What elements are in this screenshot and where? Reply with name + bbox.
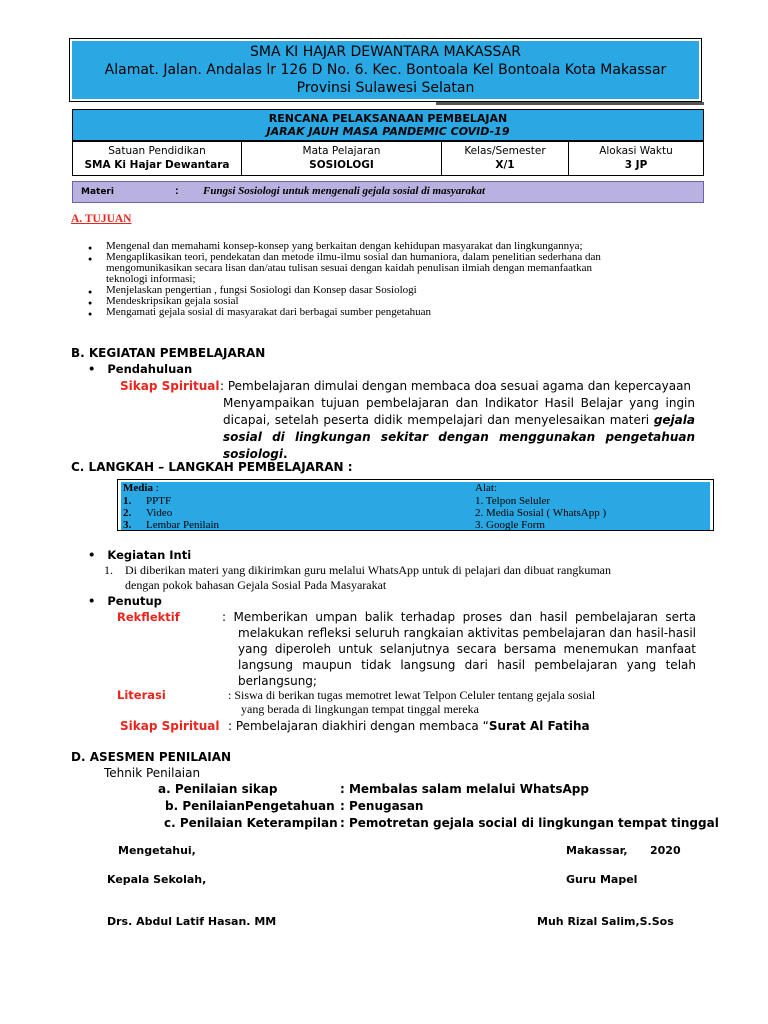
plan-value: SMA Ki Hajar Dewantara [84, 159, 230, 171]
pendahuluan-line-5-em: sosiologi [223, 447, 283, 461]
lesson-plan-table [72, 109, 704, 176]
materi-label: Materi [81, 187, 114, 197]
materi-value: Fungsi Sosiologi untuk mengenali gejala sosial di masyarakat [203, 185, 486, 197]
alat-item: 1. Telpon Seluler [475, 495, 551, 507]
tujuan-item-line: Mengenal dan memahami konsep-konsep yang berkaitan dengan kehidupan masyarakat dan lingkungannya; [106, 240, 583, 252]
media-item: PPTF [146, 495, 172, 507]
media-label [123, 482, 159, 495]
tujuan-list [88, 241, 601, 318]
materi-row [72, 181, 704, 203]
pendahuluan-line-3 [223, 413, 695, 427]
plan-cell-alokasi [568, 141, 704, 176]
alat-item: 3. Google Form [475, 519, 545, 530]
media-item: Lembar Penilain [146, 519, 220, 530]
plan-cell-kelas [441, 141, 569, 176]
asesmen-label: a. Penilaian sikap [158, 782, 278, 796]
tujuan-item-line: Mendeskripsikan gejala sosial [106, 295, 239, 307]
bullet-icon: • [88, 548, 96, 562]
bullet-icon: ● [88, 288, 93, 296]
media-item-number: 1. [123, 495, 132, 507]
tujuan-item [88, 252, 601, 285]
media-box [121, 482, 710, 530]
pendahuluan-line-3-em: gejala [653, 413, 695, 427]
guru-name: Muh Rizal Salim,S.Sos [537, 915, 674, 928]
header-divider [436, 102, 704, 105]
pendahuluan-line-3-text: dicapai, setelah peserta didik mempelajari dan menyelesaikan materi [223, 413, 650, 427]
school-header [72, 41, 699, 99]
inti-line-1: Di diberikan materi yang dikirimkan guru melalui WhatsApp untuk di pelajari dan dibuat rangkuman [125, 563, 611, 577]
media-item-number: 3. [123, 519, 132, 530]
plan-cell-satuan [72, 141, 242, 176]
asesmen-heading: D. ASESMEN PENILAIAN [71, 750, 232, 764]
sikap-spiritual-penutup-label: Sikap Spiritual [120, 719, 220, 733]
plan-title-cell [72, 109, 704, 141]
plan-value: 3 JP [624, 159, 648, 171]
pendahuluan-line-2: Menyampaikan tujuan pembelajaran dan Indikator Hasil Belajar yang ingin [223, 396, 695, 410]
plan-title: RENCANA PELAKSANAAN PEMBELAJAN [268, 112, 508, 125]
media-item: Video [146, 507, 173, 519]
school-address: Alamat. Jalan. Andalas lr 126 D No. 6. Kec. Bontoala Kel Bontoala Kota Makassar [104, 62, 667, 78]
materi-separator: : [175, 185, 179, 197]
school-province: Provinsi Sulawesi Selatan [296, 80, 475, 96]
bullet-icon: ● [88, 244, 93, 252]
media-label-text: Media [123, 482, 153, 494]
bullet-icon: ● [88, 310, 93, 318]
literasi-label: Literasi [117, 688, 166, 702]
guru-title: Guru Mapel [566, 873, 638, 886]
media-colon: : [155, 482, 159, 494]
refleksi-line: yang diperoleh untuk selanjutnya secara bersama menemukan manfaat [238, 642, 696, 656]
sikap-spiritual-label: Sikap Spiritual [120, 379, 220, 393]
kepsek-title: Kepala Sekolah, [107, 873, 207, 886]
kegiatan-heading: B. KEGIATAN PEMBELAJARAN [71, 346, 266, 360]
refleksi-line: melakukan refleksi seluruh rangkaian aktivitas pembelajaran dan hasil-hasil [238, 626, 696, 640]
bullet-icon: ● [88, 255, 93, 263]
plan-value: X/1 [495, 159, 515, 171]
plan-label: Mata Pelajaran [302, 145, 381, 157]
tujuan-item-line: Mengamati gejala sosial di masyarakat dari berbagai sumber pengetahuan [106, 306, 431, 318]
pendahuluan-line-1: : Pembelajaran dimulai dengan membaca doa sesuai agama dan kepercayaan [220, 379, 692, 393]
tujuan-item-line: teknologi informasi; [106, 273, 196, 285]
pendahuluan-line-5-end: . [282, 447, 288, 461]
school-name: SMA KI HAJAR DEWANTARA MAKASSAR [250, 44, 521, 60]
sikap-surat: Surat Al Fatiha [488, 719, 590, 733]
asesmen-label: c. Penilaian Keterampilan [164, 816, 338, 830]
tujuan-item-line: mengomunikasikan secara lisan dan/atau tulisan sesuai dengan kaidah penulisan ilmiah dengan memanfaatkan [106, 262, 592, 274]
penutup-heading: Penutup [107, 594, 162, 608]
inti-number: 1. [104, 563, 113, 577]
bullet-icon: • [88, 594, 96, 608]
bullet-icon: • [88, 362, 96, 376]
tujuan-item-line: Mengaplikasikan teori, pendekatan dan metode ilmu-ilmu sosial dan humaniora, dalam penelitian sederhana dan [106, 251, 601, 263]
inti-heading: Kegiatan Inti [107, 548, 192, 562]
asesmen-value: : Membalas salam melalui WhatsApp [340, 782, 589, 796]
alat-label: Alat: [475, 482, 497, 494]
pendahuluan-line-5 [223, 447, 288, 461]
inti-heading-row [88, 548, 191, 562]
literasi-line-2: yang berada di lingkungan tempat tinggal mereka [241, 702, 479, 716]
asesmen-label: b. PenilaianPengetahuan [165, 799, 335, 813]
sikap-text: : Pembelajaran diakhiri dengan membaca “ [228, 719, 489, 733]
media-item-number: 2. [123, 507, 132, 519]
kepsek-name: Drs. Abdul Latif Hasan. MM [107, 915, 277, 928]
plan-subtitle: JARAK JAUH MASA PANDEMIC COVID-19 [266, 125, 510, 138]
mengetahui-label: Mengetahui, [118, 844, 196, 857]
plan-label: Satuan Pendidikan [108, 145, 206, 157]
langkah-heading: C. LANGKAH – LANGKAH PEMBELAJARAN : [71, 460, 353, 474]
plan-value: SOSIOLOGI [309, 159, 374, 171]
refleksi-line: langsung maupun tidak langsung dari hasil pembelajaran yang telah [238, 658, 696, 672]
refleksi-label: Rekflektif [117, 610, 180, 624]
bullet-icon: ● [88, 299, 93, 307]
asesmen-value: : Pemotretan gejala social di lingkungan tempat tinggal [340, 816, 719, 830]
asesmen-value: : Penugasan [340, 799, 424, 813]
plan-cell-mapel [241, 141, 442, 176]
alat-item: 2. Media Sosial ( WhatsApp ) [475, 507, 607, 519]
refleksi-line: berlangsung; [238, 674, 317, 688]
teknik-label: Tehnik Penilaian [104, 766, 201, 780]
plan-label: Kelas/Semester [464, 145, 546, 157]
plan-label: Alokasi Waktu [599, 145, 673, 157]
pendahuluan-heading [88, 362, 192, 376]
pendahuluan-label: Pendahuluan [107, 362, 193, 376]
tujuan-item [88, 307, 601, 318]
pendahuluan-line-4: sosial di lingkungan sekitar dengan menggunakan pengetahuan [223, 430, 695, 444]
literasi-line-1: : Siswa di berikan tugas memotret lewat Telpon Celuler tentang gejala sosial [228, 688, 596, 702]
refleksi-line: : Memberikan umpan balik terhadap proses dan hasil pembelajaran serta [222, 610, 696, 624]
tujuan-heading: A. TUJUAN [71, 213, 132, 225]
penutup-heading-row [88, 594, 162, 608]
sikap-spiritual-penutup-text [228, 719, 590, 733]
inti-line-2: dengan pokok bahasan Gejala Sosial Pada Masyarakat [125, 578, 387, 592]
sign-year: 2020 [650, 844, 681, 857]
tujuan-item-line: Menjelaskan pengertian , fungsi Sosiologi dan Konsep dasar Sosiologi [106, 284, 417, 296]
sign-place: Makassar, [566, 844, 628, 857]
